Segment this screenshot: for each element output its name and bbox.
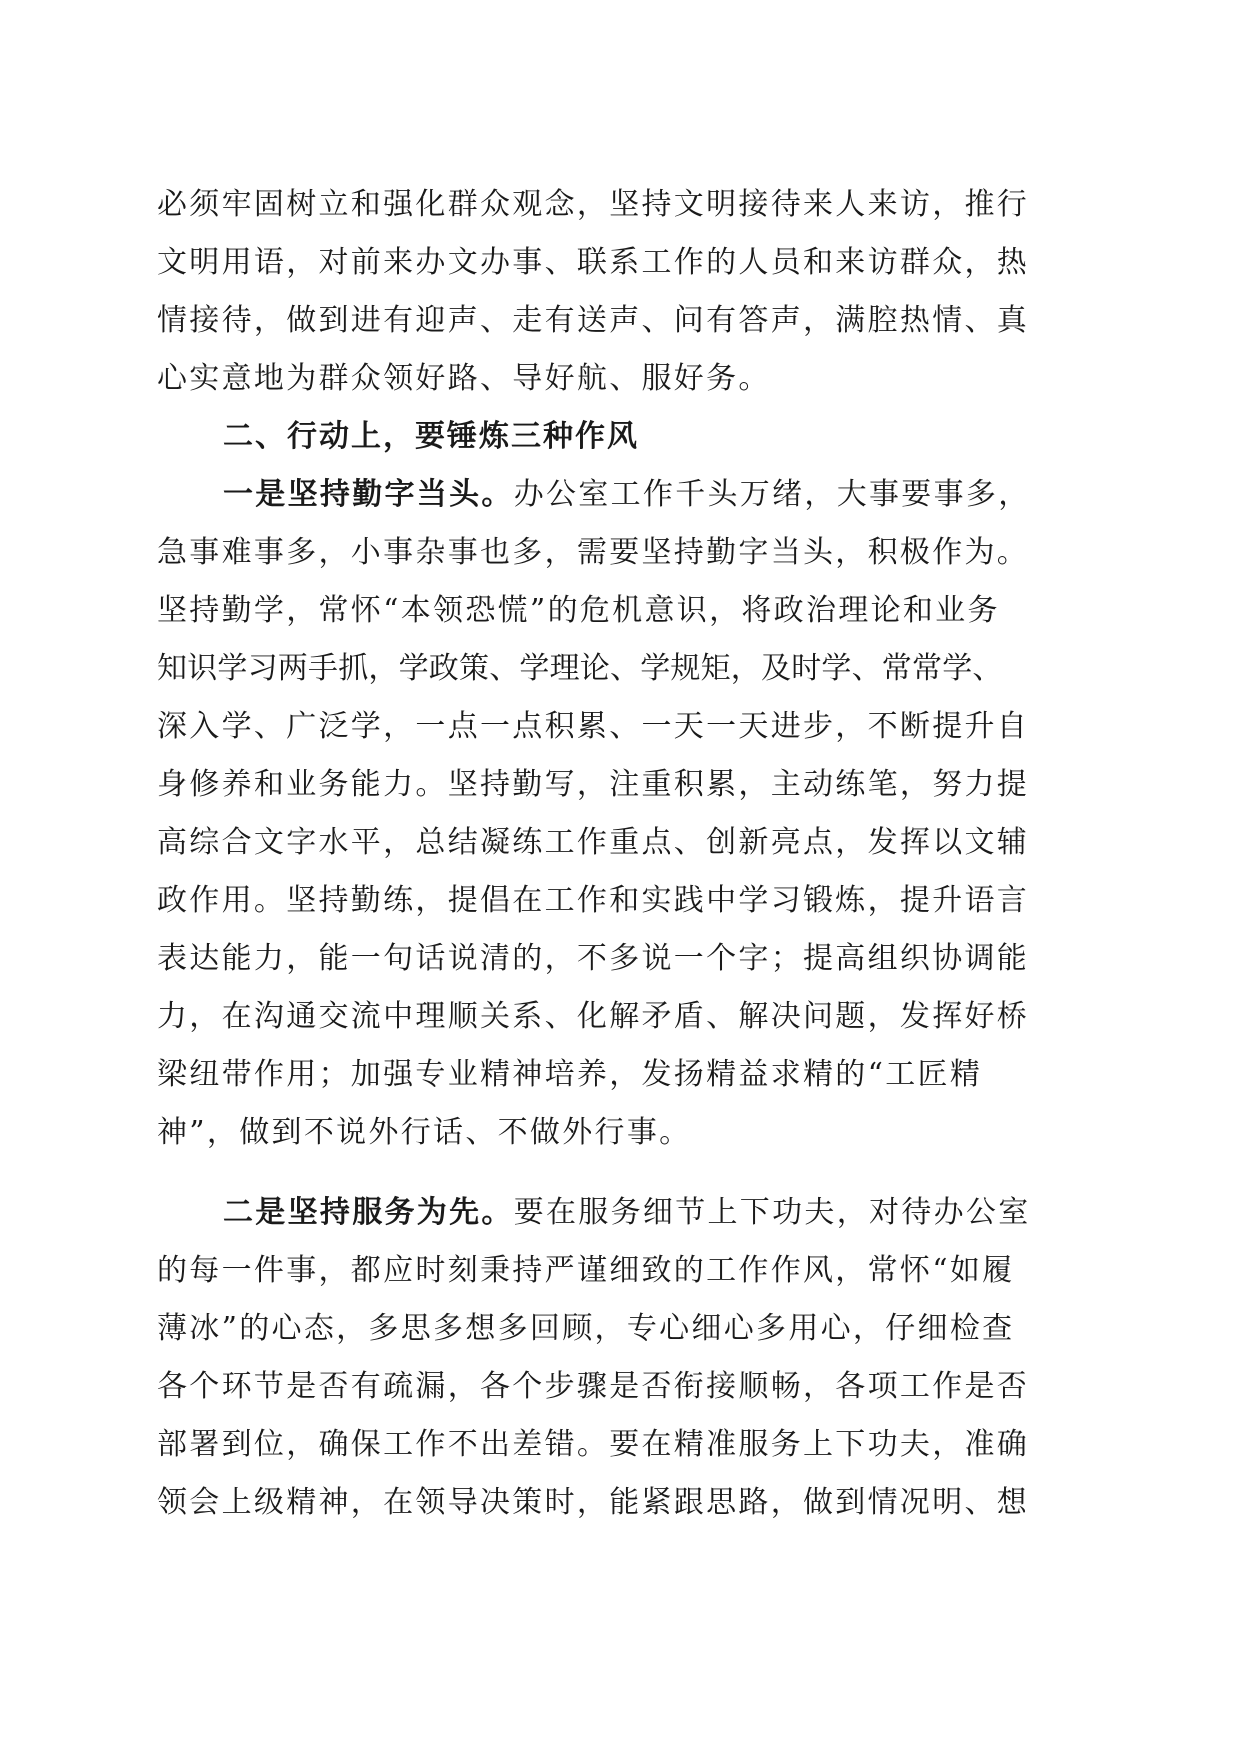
text-line: 文明用语，对前来办文办事、联系工作的人员和来访群众，热 <box>157 245 1030 280</box>
paragraph-diligence <box>157 466 1087 1162</box>
text-line: 心实意地为群众领好路、导好航、服好务。 <box>157 361 771 396</box>
paragraph-service <box>157 1184 1087 1532</box>
paragraph-gap <box>157 1162 1087 1184</box>
paragraph-lead: 一是坚持勤字当头。 <box>223 477 514 512</box>
text-line: 的每一件事，都应时刻秉持严谨细致的工作作风，常怀“如履 <box>157 1253 1015 1288</box>
text-line <box>157 1184 1087 1242</box>
text-line: 身修养和业务能力。坚持勤写，注重积累，主动练笔，努力提 <box>157 767 1030 802</box>
text-line: 深入学、广泛学，一点一点积累、一天一天进步，不断提升自 <box>157 709 1030 744</box>
paragraph-masses-concept <box>157 176 1087 408</box>
text-line: 必须牢固树立和强化群众观念，坚持文明接待来人来访，推行 <box>157 187 1030 222</box>
text-line: 政作用。坚持勤练，提倡在工作和实践中学习锻炼，提升语言 <box>157 883 1030 918</box>
text-line: 神”，做到不说外行话、不做外行事。 <box>157 1115 692 1150</box>
text-line: 知识学习两手抓，学政策、学理论、学规矩，及时学、常常学、 <box>157 651 1003 686</box>
document-page <box>157 176 1087 1532</box>
text-line: 领会上级精神，在领导决策时，能紧跟思路，做到情况明、想 <box>157 1485 1030 1520</box>
paragraph-text: 要在服务细节上下功夫，对待办公室 <box>513 1195 1031 1230</box>
text-line: 薄冰”的心态，多思多想多回顾，专心细心多用心，仔细检查 <box>157 1311 1015 1346</box>
text-line: 急事难事多，小事杂事也多，需要坚持勤字当头，积极作为。 <box>157 535 1030 570</box>
paragraph-text: 办公室工作千头万绪，大事要事多， <box>513 477 1031 512</box>
text-line: 部署到位，确保工作不出差错。要在精准服务上下功夫，准确 <box>157 1427 1030 1462</box>
text-line: 力，在沟通交流中理顺关系、化解矛盾、解决问题，发挥好桥 <box>157 999 1030 1034</box>
paragraph-lead: 二是坚持服务为先。 <box>223 1195 514 1230</box>
text-line: 高综合文字水平，总结凝练工作重点、创新亮点，发挥以文辅 <box>157 825 1030 860</box>
section-heading: 二、行动上，要锤炼三种作风 <box>223 419 639 454</box>
text-line <box>157 466 1087 524</box>
text-line: 梁纽带作用；加强专业精神培养，发扬精益求精的“工匠精 <box>157 1057 983 1092</box>
text-line: 表达能力，能一句话说清的，不多说一个字；提高组织协调能 <box>157 941 1030 976</box>
text-line: 各个环节是否有疏漏，各个步骤是否衔接顺畅，各项工作是否 <box>157 1369 1030 1404</box>
text-line: 情接待，做到进有迎声、走有送声、问有答声，满腔热情、真 <box>157 303 1030 338</box>
text-line: 坚持勤学，常怀“本领恐慌”的危机意识，将政治理论和业务 <box>157 593 1000 628</box>
